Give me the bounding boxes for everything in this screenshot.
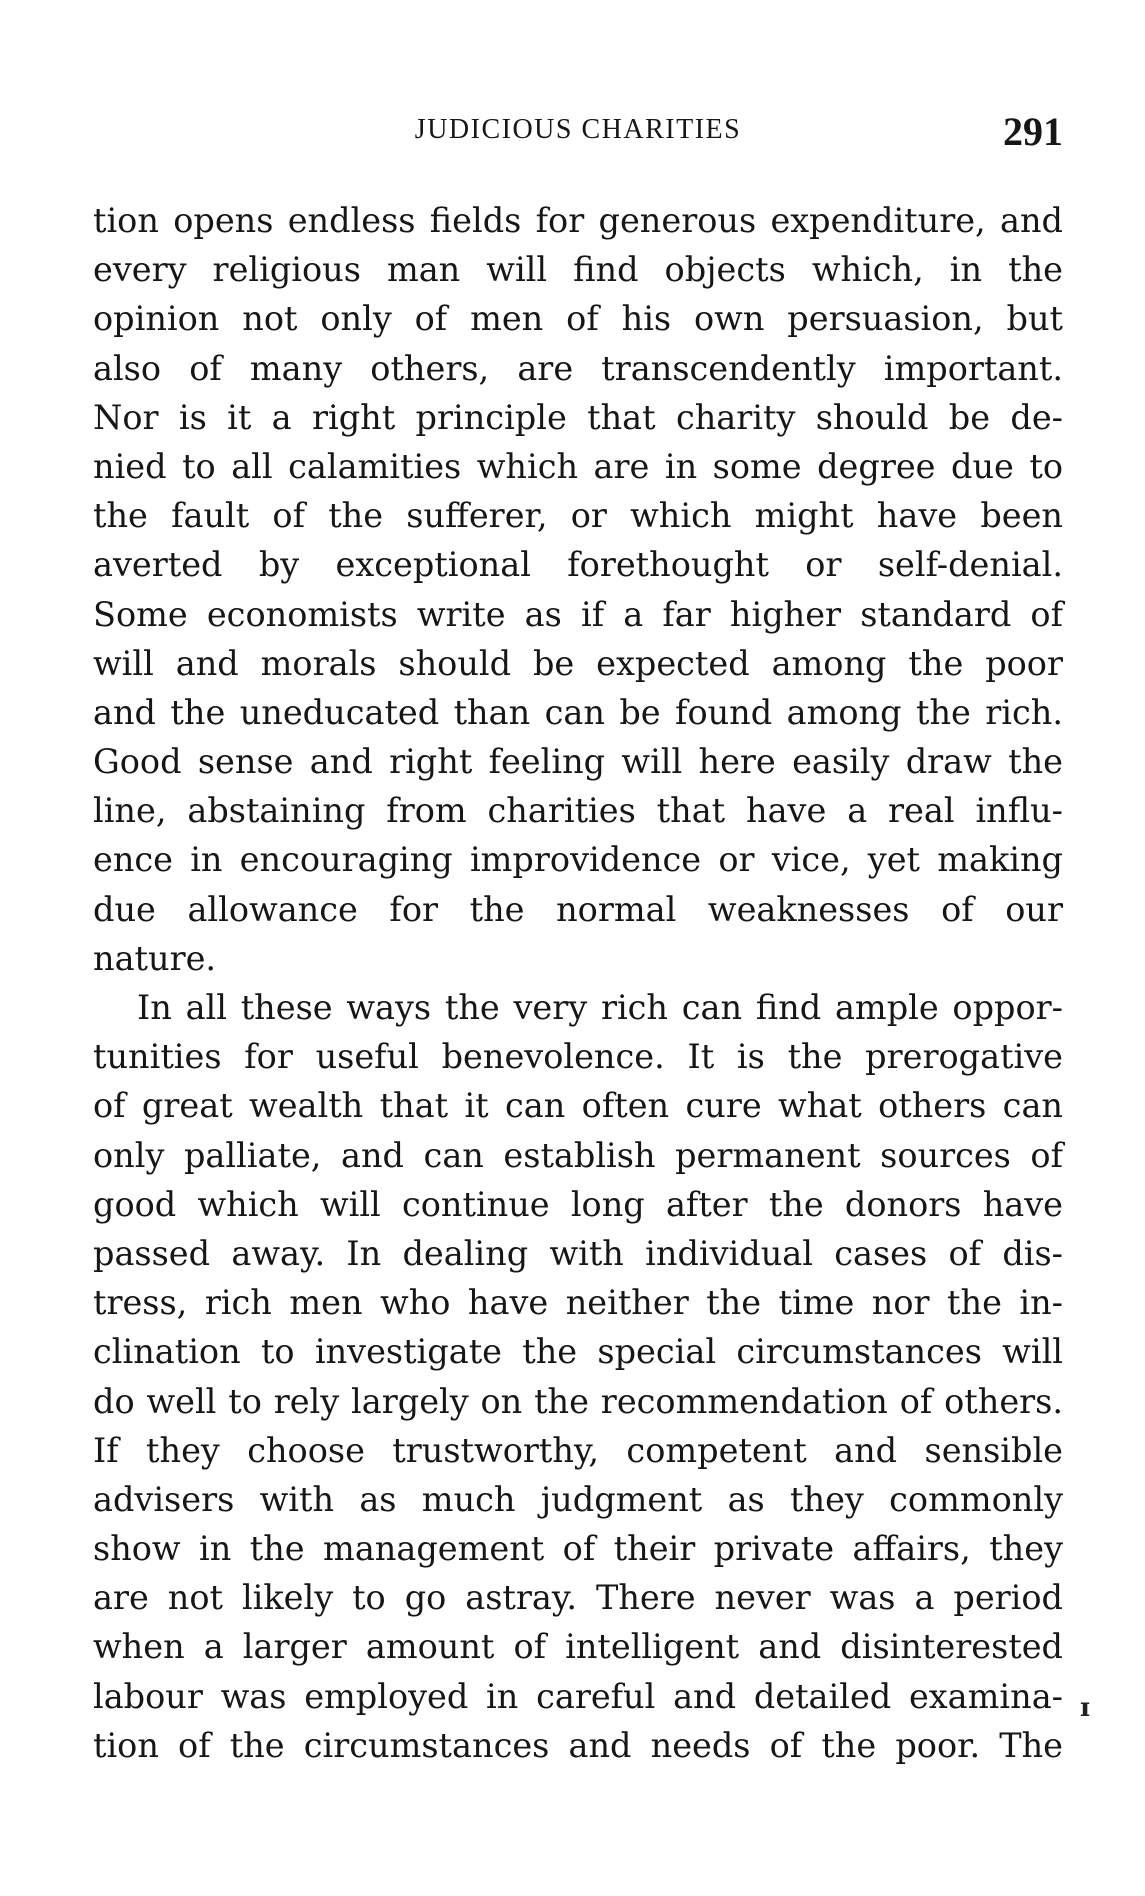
text-line: and the uneducated than can be found among the rich. (93, 692, 1063, 732)
text-line: tress, rich men who have neither the time nor the in- (93, 1283, 1063, 1323)
text-line: when a larger amount of intelligent and disinterested (93, 1627, 1063, 1667)
text-line: every religious man will find objects which, in the (93, 250, 1063, 290)
paragraph-2 (93, 983, 1063, 1770)
text-line: averted by exceptional forethought or self-denial. (93, 545, 1063, 585)
text-line: opinion not only of men of his own persuasion, but (93, 299, 1063, 339)
text-line: do well to rely largely on the recommendation of others. (93, 1381, 1063, 1421)
text-line: advisers with as much judgment as they commonly (93, 1479, 1063, 1519)
text-line: labour was employed in careful and detailed examina- (93, 1676, 1063, 1716)
text-line: line, abstaining from charities that have a real influ- (93, 791, 1063, 831)
text-line: will and morals should be expected among the poor (93, 643, 1063, 683)
text-line: Some economists write as if a far higher standard of (93, 594, 1063, 634)
text-line: tunities for useful benevolence. It is the prerogative (93, 1037, 1063, 1077)
text-line: show in the management of their private affairs, they (93, 1529, 1063, 1569)
text-line: Nor is it a right principle that charity should be de- (93, 397, 1063, 437)
text-line: nied to all calamities which are in some degree due to (93, 446, 1063, 486)
text-line: the fault of the sufferer, or which might have been (93, 496, 1063, 536)
text-line: ence in encouraging improvidence or vice, yet making (93, 840, 1063, 880)
text-line: only palliate, and can establish permanent sources of (93, 1135, 1063, 1175)
text-line: tion of the circumstances and needs of the poor. The (93, 1725, 1063, 1765)
text-line: good which will continue long after the donors have (93, 1184, 1063, 1224)
text-line: nature. (93, 938, 217, 978)
paragraph-1 (93, 196, 1063, 983)
text-line: In all these ways the very rich can find ample oppor- (137, 988, 1063, 1027)
text-line: tion opens endless fields for generous expenditure, and (93, 201, 1063, 240)
text-line: due allowance for the normal weaknesses of our (93, 889, 1063, 929)
page-number: 291 (1003, 109, 1063, 154)
text-line: passed away. In dealing with individual cases of dis- (93, 1233, 1063, 1273)
margin-mark: ɪ (1080, 1693, 1090, 1723)
text-line: Good sense and right feeling will here easily draw the (93, 742, 1063, 782)
text-line: are not likely to go astray. There never was a period (93, 1578, 1063, 1618)
running-head (93, 108, 1063, 156)
text-line: of great wealth that it can often cure what others can (93, 1086, 1063, 1126)
text-line: also of many others, are transcendently important. (93, 348, 1063, 388)
text-line: clination to investigate the special circumstances will (93, 1332, 1063, 1372)
body-text (93, 196, 1063, 1770)
running-title: JUDICIOUS CHARITIES (414, 114, 742, 145)
text-line: If they choose trustworthy, competent and sensible (93, 1430, 1063, 1470)
